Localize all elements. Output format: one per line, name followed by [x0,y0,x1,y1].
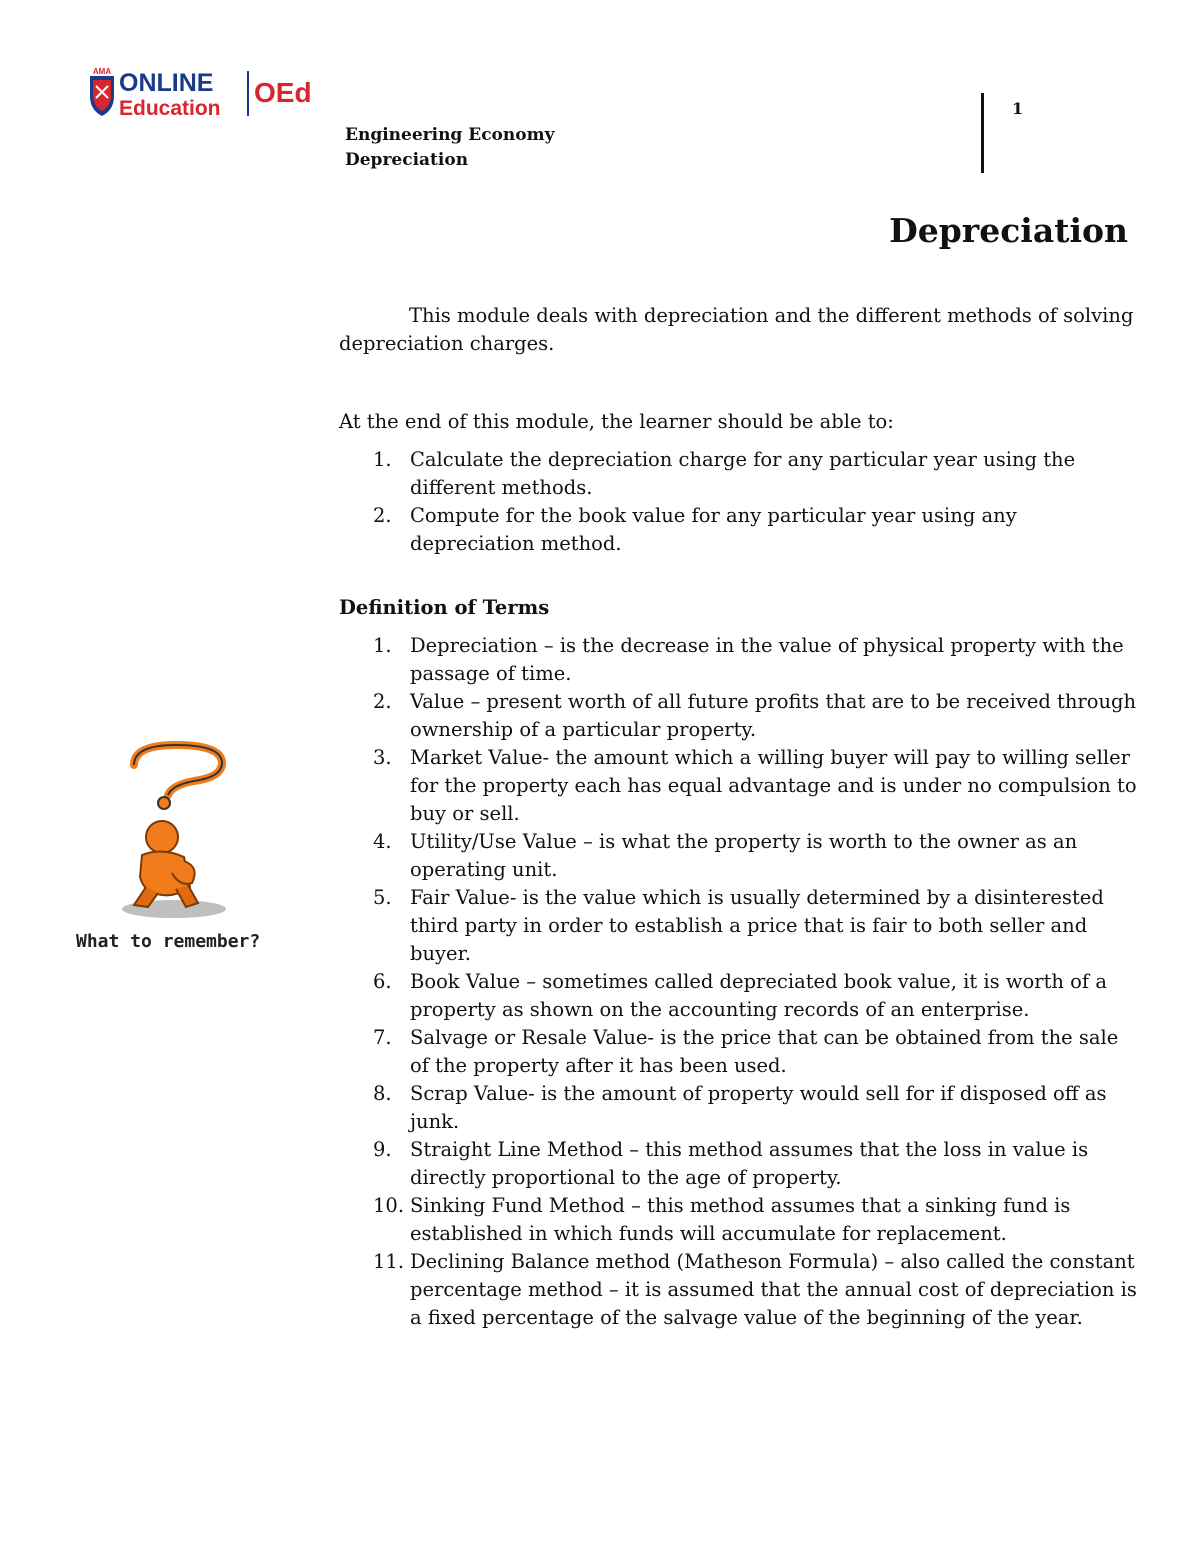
logo-brand-bottom: Education [119,97,221,120]
list-text: Sinking Fund Method – this method assumes that a sinking fund is established in which funds will accumulate for replacement. [410,1194,1071,1245]
list-number: 4. [373,830,392,853]
list-item [339,1248,1139,1332]
list-number: 6. [373,970,392,993]
question-mark-icon [134,745,222,809]
list-item [339,688,1139,744]
list-number: 8. [373,1082,392,1105]
list-item [339,968,1139,1024]
list-item [339,502,1139,558]
logo-brand-short: OEd [254,77,312,108]
list-item [339,446,1139,502]
list-item [339,1024,1139,1080]
list-item [339,1192,1139,1248]
list-number: 7. [373,1026,392,1049]
list-text: Fair Value- is the value which is usually determined by a disinterested third party in order to establish a price that is fair to both seller and buyer. [410,886,1104,965]
list-number: 2. [373,504,392,527]
illustration-caption: What to remember? [76,931,261,952]
list-number: 10. [373,1194,405,1217]
running-header [345,123,554,173]
list-item [339,884,1139,968]
list-item [339,632,1139,688]
crest-icon [90,67,114,116]
header-course: Engineering Economy [345,125,555,145]
logo-brand-top: ONLINE [119,69,214,97]
online-education-logo [86,66,321,120]
what-to-remember-illustration [76,737,276,957]
list-text: Straight Line Method – this method assumes that the loss in value is directly proportional to the age of property. [410,1138,1089,1189]
list-number: 11. [373,1250,405,1273]
list-text: Value – present worth of all future profits that are to be received through ownership of a particular property. [410,690,1137,741]
list-item [339,1136,1139,1192]
list-text: Scrap Value- is the amount of property would sell for if disposed off as junk. [410,1082,1107,1133]
list-number: 9. [373,1138,392,1161]
list-text: Calculate the depreciation charge for any particular year using the different methods. [410,448,1076,499]
objectives-lead: At the end of this module, the learner should be able to: [339,410,894,433]
terms-list [339,632,1139,1332]
document-body [339,302,1139,1332]
list-number: 3. [373,746,392,769]
list-item [339,1080,1139,1136]
list-number: 1. [373,448,392,471]
header-topic: Depreciation [345,150,469,170]
list-text: Compute for the book value for any particular year using any depreciation method. [410,504,1017,555]
page-number: 1 [1012,99,1024,118]
list-number: 1. [373,634,392,657]
terms-heading: Definition of Terms [339,596,550,619]
list-number: 5. [373,886,392,909]
crest-text: AMA [92,67,112,76]
thinking-figure-icon [134,821,198,907]
list-text: Salvage or Resale Value- is the price that can be obtained from the sale of the property after it has been used. [410,1026,1119,1077]
page-title: Depreciation [889,211,1128,250]
header-divider [981,93,984,173]
list-number: 2. [373,690,392,713]
list-text: Market Value- the amount which a willing buyer will pay to willing seller for the property each has equal advantage and is under no compulsion to buy or sell. [410,746,1137,825]
list-text: Depreciation – is the decrease in the value of physical property with the passage of time. [410,634,1124,685]
intro-paragraph: This module deals with depreciation and the different methods of solving depreciation charges. [339,304,1134,355]
list-text: Utility/Use Value – is what the property is worth to the owner as an operating unit. [410,830,1078,881]
list-item [339,828,1139,884]
list-text: Declining Balance method (Matheson Formula) – also called the constant percentage method – it is assumed that the annual cost of depreciation is a fixed percentage of the salvage value of the beginning of the year. [410,1250,1137,1329]
objectives-list [339,446,1139,558]
list-item [339,744,1139,828]
list-text: Book Value – sometimes called depreciated book value, it is worth of a property as shown on the accounting records of an enterprise. [410,970,1107,1021]
